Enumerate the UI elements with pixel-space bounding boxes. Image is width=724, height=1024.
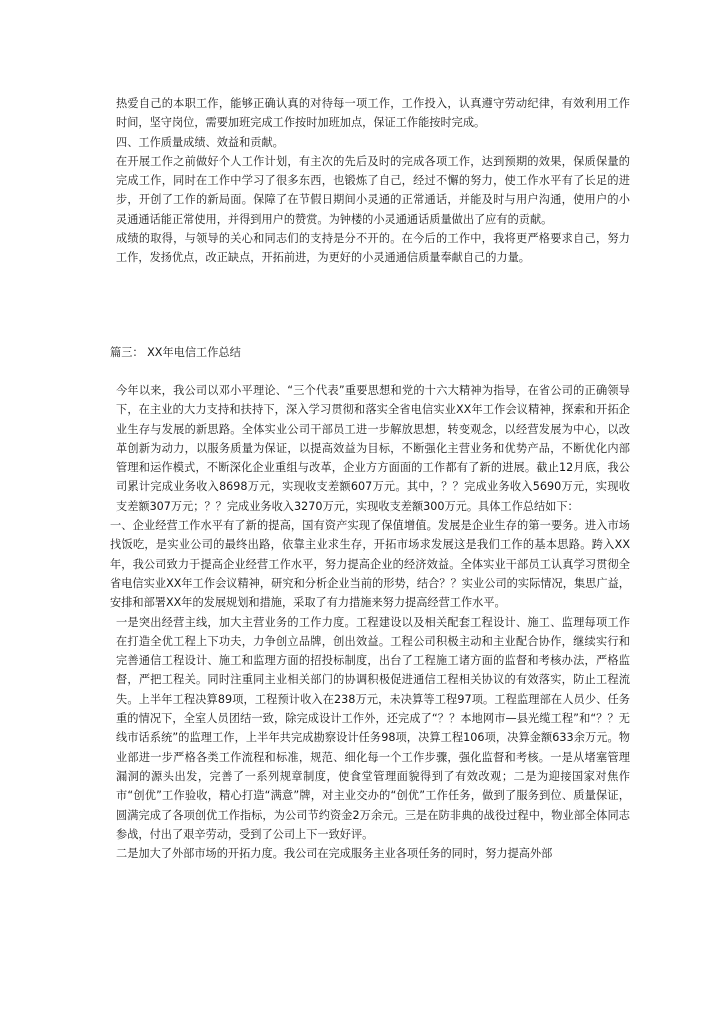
- paragraph-attitude: 热爱自己的本职工作，能够正确认真的对待每一项工作，工作投入，认真遵守劳动纪律，有效利用工作时间，坚守岗位，需要加班完成工作按时加班加点，保证工作能按时完成。: [116, 97, 630, 130]
- section-title-block: [110, 343, 630, 362]
- paragraph-intro: 今年以来，我公司以邓小平理论、“三个代表”重要思想和党的十六大精神为指导，在省公司的正确领导下，在主业的大力支持和扶持下，深入学习贯彻和落实全省电信实业XX年工作会议精神，探索和开拓企业生存与发展的新思路。全体实业公司干部员工进一步解放思想，转变观念，以经营发展为中心，以改革创新为动力，以服务质量为保证，以提高效益为目标，不断强化主营业务和优势产品，不断优化内部管理和运作模式，不断深化企业重组与改革，企业方方面面的工作都有了新的进展。截止12月底，我公司累计完成业务收入8698万元，实现收支差额607万元。其中，？？完成业务收入5690万元，实现收支差额307万元；？？完成业务收入3270万元，实现收支差额300万元。具体工作总结如下：: [116, 384, 630, 513]
- section-prev-article: [110, 94, 630, 268]
- paragraph-business-level: 一、企业经营工作水平有了新的提高，国有资产实现了保值增值。发展是企业生存的第一要务。进入市场找饭吃，是实业公司的最终出路，依靠主业求生存，开拓市场求发展这是我们工作的基本思路。跨入XX年，我公司致力于提高企业经营工作水平，努力提高企业的经济效益。全体实业干部员工认真学习贯彻全省电信实业XX年工作会议精神，研究和分析企业当前的形势，结合？？实业公司的实际情况，集思广益，安排和部署XX年的发展规划和措施，采取了有力措施来努力提高经营工作水平。: [110, 519, 630, 610]
- heading-quality: 四、工作质量成绩、效益和贡献。: [116, 135, 284, 149]
- section-telecom-summary: [110, 381, 630, 863]
- article-title: 篇三： XX年电信工作总结: [110, 346, 241, 359]
- paragraph-achievements: 成绩的取得，与领导的关心和同志们的支持是分不开的。在今后的工作中，我将更严格要求自己，努力工作，发扬优点，改正缺点，开拓前进，为更好的小灵通通信质量奉献自己的力量。: [116, 232, 630, 265]
- paragraph-external-market: 二是加大了外部市场的开拓力度。我公司在完成服务主业各项任务的同时，努力提高外部: [116, 847, 553, 861]
- paragraph-main-business: 一是突出经营主线，加大主营业务的工作力度。工程建设以及相关配套工程设计、施工、监理每项工作在打造全优工程上下功夫，力争创立品牌，创出效益。工程公司积极主动和主业配合协作，继续实行和完善通信工程设计、施工和监理方面的招投标制度，出台了工程施工诸方面的监督和考核办法，严格监督，严把工程关。同时注重同主业相关部门的协调积极促进通信工程相关协议的有效落实，防止工程流失。上半年工程决算89项，工程预计收入在238万元，未决算等工程97项。工程监理部在人员少、任务重的情况下，全室人员团结一致，除完成设计工作外，还完成了“？？本地网市—县光缆工程”和“？？无线市话系统”的监理工作，上半年共完成勘察设计任务98项，决算工程106项，决算金额633余万元。物业部进一步严格各类工作流程和标准，规范、细化每一个工作步骤，强化监督和考核。一是从堵塞管理漏洞的源头出发，完善了一系列规章制度，使食堂管理面貌得到了有效改观；二是为迎接国家对焦作市“创优”工作验收，精心打造“满意”牌，对主业交办的“创优”工作任务，做到了服务到位、质量保证，圆满完成了各项创优工作指标，为公司节约资金2万余元。三是在防非典的战役过程中，物业部全体同志参战，付出了艰辛劳动，受到了公司上下一致好评。: [116, 615, 630, 841]
- paragraph-work-plan: 在开展工作之前做好个人工作计划，有主次的先后及时的完成各项工作，达到预期的效果，保质保量的完成工作，同时在工作中学习了很多东西，也锻炼了自己，经过不懈的努力，使工作水平有了长足的进步，开创了工作的新局面。保障了在节假日期间小灵通的正常通话，并能及时与用户沟通，使用户的小灵通通话能正常使用，并得到用户的赞赏。为钟楼的小灵通通话质量做出了应有的贡献。: [116, 154, 630, 226]
